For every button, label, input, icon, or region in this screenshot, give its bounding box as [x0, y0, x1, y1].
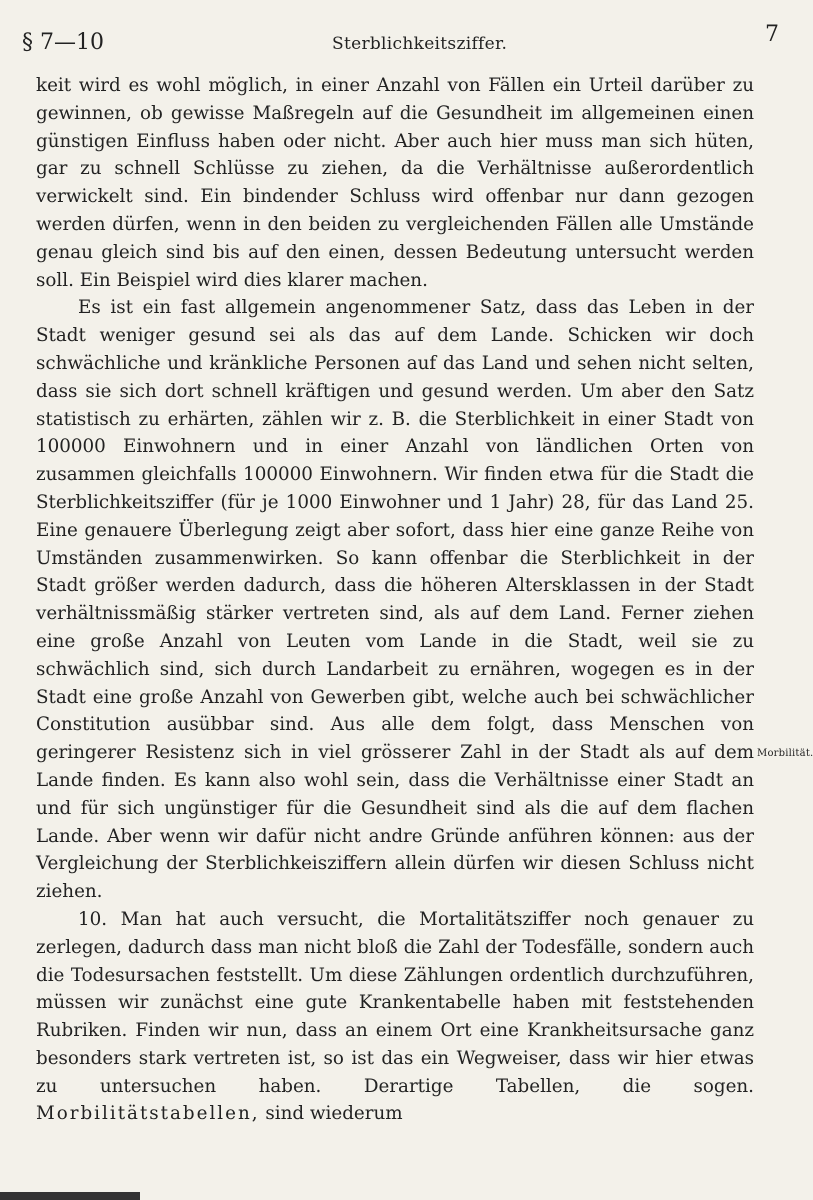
page-edge-mark — [0, 1192, 140, 1200]
emphasized-term: Morbilitätstabellen, — [36, 1103, 260, 1125]
paragraph-3-end: sind wiederum — [265, 1103, 403, 1125]
margin-note: Morbilität. — [757, 748, 813, 759]
page-header — [22, 22, 779, 62]
section-number: § 7—10 — [22, 30, 104, 55]
paragraph-3-text: 10. Man hat auch versucht, die Mortalitätsziffer noch genauer zu zerlegen, dadurch dass man nicht bloß die Zahl der Todesfälle, sondern auch die Todesursachen feststellt. Um diese Zählungen ordentlich durchzuführen, müssen wir zunächst eine gute Krankentabelle haben mit feststehenden Rubriken. Finden wir nun, dass an einem Ort eine Krankheitsursache ganz besonders stark vertreten ist, so ist das ein Wegweiser, dass wir hier etwas zu untersuchen haben. Derartige Tabellen, die sogen. — [36, 908, 754, 1097]
body-text — [36, 72, 754, 1128]
paragraph-1: keit wird es wohl möglich, in einer Anzahl von Fällen ein Urteil darüber zu gewinnen, ob gewisse Maßregeln auf die Gesundheit im allgemeinen einen günstigen Einfluss haben oder nicht. Aber auch hier muss man sich hüten, gar zu schnell Schlüsse zu ziehen, da die Verhältnisse außerordentlich verwickelt sind. Ein bindender Schluss wird offenbar nur dann gezogen werden dürfen, wenn in den beiden zu vergleichenden Fällen alle Umstände genau gleich sind bis auf den einen, dessen Bedeutung untersucht werden soll. Ein Beispiel wird dies klarer machen. — [36, 75, 754, 291]
page-number: 7 — [765, 22, 779, 47]
paragraph-3 — [36, 906, 754, 1128]
running-title: Sterblichkeitsziffer. — [332, 34, 508, 54]
paragraph-2: Es ist ein fast allgemein angenommener Satz, dass das Leben in der Stadt weniger gesund sei als das auf dem Lande. Schicken wir doch schwächliche und kränkliche Personen auf das Land und sehen nicht selten, dass sie sich dort schnell kräftigen und gesund werden. Um aber den Satz statistisch zu erhärten, zählen wir z. B. die Sterblichkeit in einer Stadt von 100000 Einwohnern und in einer Anzahl von ländlichen Orten von zusammen gleichfalls 100000 Einwohnern. Wir finden etwa für die Stadt die Sterblichkeitsziffer (für je 1000 Einwohner und 1 Jahr) 28, für das Land 25. Eine genauere Überlegung zeigt aber sofort, dass hier eine ganze Reihe von Umständen zusammenwirken. So kann offenbar die Sterblichkeit in der Stadt größer werden dadurch, dass die höheren Altersklassen in der Stadt verhältnissmäßig stärker vertreten sind, als auf dem Land. Ferner ziehen eine große Anzahl von Leuten vom Lande in die Stadt, weil sie zu schwächlich sind, sich durch Landarbeit zu ernähren, wogegen es in der Stadt eine große Anzahl von Gewerben gibt, welche auch bei schwächlicher Constitution ausübbar sind. Aus alle dem folgt, dass Menschen von geringerer Resistenz sich in viel grösserer Zahl in der Stadt als auf dem Lande finden. Es kann also wohl sein, dass die Verhältnisse einer Stadt an und für sich ungünstiger für die Gesundheit sind als die auf dem flachen Lande. Aber wenn wir dafür nicht andre Gründe anführen können: aus der Vergleichung der Sterblichkeisziffern allein dürfen wir diesen Schluss nicht ziehen. — [36, 297, 754, 903]
